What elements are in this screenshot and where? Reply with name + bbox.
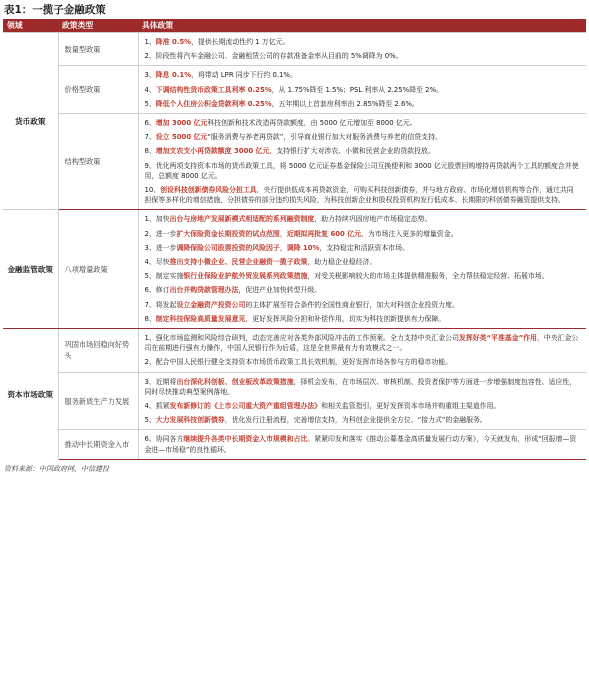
highlighted-text: 降准 0.5%: [155, 38, 192, 46]
table-row: [3, 430, 586, 459]
policy-item: [145, 161, 581, 181]
policy-item: [145, 333, 581, 353]
policy-text: 2、进一步: [144, 229, 177, 238]
highlighted-text: 推出支持小微企业、民营企业融资一揽子政策: [169, 258, 308, 267]
highlighted-text: 降息 0.1%: [155, 71, 192, 80]
policy-text: 科技创新和技术改造再贷款额度，由 5000 亿元增加至 8000 亿元。: [207, 119, 417, 128]
policy-item: [145, 132, 581, 142]
policy-text: 6、修订: [144, 286, 170, 295]
highlighted-text: 下调结构性货币政策工具利率 0.25%: [155, 85, 272, 94]
policy-item: [145, 357, 581, 367]
source-note: 资料来源：中国政府网，中信建投: [4, 464, 109, 473]
policy-type-cell: 推动中长期资金入市: [58, 430, 138, 459]
policy-item: [145, 257, 581, 267]
policy-item: [145, 85, 581, 95]
policy-text: 2、配合中国人民银行健全支持资本市场货币政策工具长效机制，更好发挥市场各参与方的稳市功能。: [144, 358, 453, 367]
header-domain: 领域: [3, 19, 58, 33]
policy-table: [3, 19, 586, 460]
policy-text: ，促进产业加快转型升级。: [238, 286, 322, 295]
policy-item: [145, 99, 581, 109]
policy-text: 5、: [144, 99, 156, 108]
policy-type-cell: 八项增量政策: [58, 210, 138, 329]
policy-text: 8、: [144, 314, 156, 323]
policy-text: 和相关监管指引，更好发挥资本市场并购重组主渠道作用。: [321, 402, 501, 411]
highlighted-text: 扩大保险资金长期投资的试点范围: [176, 229, 280, 238]
policy-item: [145, 243, 581, 253]
policy-text: 8、: [144, 147, 156, 156]
policy-item: [145, 214, 581, 224]
policy-items-cell: [138, 114, 586, 210]
policy-text: 9、优化两项支持资本市场的货币政策工具，将 5000 亿元证券基金保险公司互换便利和 3000 亿元股票回购增持再贷款两个工具的额度合并使用，总额度 8000 亿元。: [144, 161, 579, 180]
highlighted-text: 出台并购贷款管理办法: [169, 286, 239, 295]
policy-text: ，央行提供低成本再贷款资金，可购买科技创新债券，并与地方政府、市场化增信机构等合作，通过共同担保等多样化的增信措施，分担债券的部分违约损失风险，为科技创新企业和股权投资机构发行低成本、长期限的科创债券融资提供支持。: [144, 186, 574, 205]
policy-type-cell: 数量型政策: [58, 33, 138, 66]
policy-text: ，: [279, 229, 287, 238]
policy-text: ，支持稳定和活跃资本市场。: [319, 243, 409, 252]
policy-item: [145, 434, 581, 454]
policy-item: [145, 285, 581, 295]
policy-text: ，五年期以上首套房利率由 2.85%降至 2.6%。: [271, 99, 419, 108]
policy-text: ，更好发挥风险分担和补偿作用，切实为科技创新提供有力保障。: [245, 314, 446, 323]
policy-type-cell: 价格型政策: [58, 66, 138, 114]
policy-item: [145, 271, 581, 281]
policy-item: [145, 314, 581, 324]
highlighted-text: 设立金融资产投资公司: [176, 300, 246, 309]
policy-item: [145, 377, 581, 397]
policy-text: 1、强化市场监测和风险综合研判，动态完善应对各类外部风险冲击的工作预案。全力支持中央汇金公司: [144, 334, 459, 343]
policy-text: 4、尽快: [144, 258, 170, 267]
domain-cell: 金融监管政策: [3, 210, 58, 329]
highlighted-text: 近期拟再批复 600 亿元: [286, 229, 362, 238]
highlighted-text: 发布新修订的《上市公司重大资产重组管理办法》: [169, 402, 322, 411]
domain-cell: 资本市场政策: [3, 329, 58, 460]
highlighted-text: 增加支农支小再贷款额度 3000 亿元: [155, 147, 270, 156]
policy-items-cell: [138, 210, 586, 329]
policy-text: ，支持银行扩大对涉农、小微和民营企业的贷款投放。: [269, 147, 435, 156]
table-row: [3, 210, 586, 329]
highlighted-text: 继续提升各类中长期资金入市规模和占比: [183, 435, 308, 444]
policy-item: [145, 229, 581, 239]
policy-items-cell: [138, 372, 586, 430]
highlighted-text: 出台与房地产发展新模式相适配的系列融资制度: [169, 215, 315, 224]
policy-text: 6、协同各方: [144, 435, 184, 444]
highlighted-text: 银行业保险业护航外贸发展系列政策措施: [183, 272, 308, 281]
policy-text: ，优化发行注册流程，完善增信支持，为科创企业提供全方位、“接力式”的金融服务。: [224, 416, 487, 425]
table-title: 表1：一揽子金融政策: [4, 4, 106, 16]
policy-item: [145, 185, 581, 205]
highlighted-text: 调降 10%: [286, 243, 320, 252]
policy-text: 的主体扩展至符合条件的全国性商业银行，加大对科创企业投资力度。: [245, 300, 459, 309]
policy-item: [145, 401, 581, 411]
table-row: [3, 329, 586, 373]
policy-item: [145, 415, 581, 425]
table-body: [3, 33, 586, 460]
policy-text: 6、: [144, 119, 156, 128]
policy-text: 3、进一步: [144, 243, 177, 252]
policy-type-cell: 巩固市场回稳向好势头: [58, 329, 138, 373]
policy-item: [145, 37, 581, 47]
policy-text: 5、制定实施: [144, 272, 184, 281]
policy-text: 4、抓紧: [144, 402, 170, 411]
policy-items-cell: [138, 329, 586, 373]
policy-text: 1、加快: [144, 215, 170, 224]
policy-text: 7、: [144, 133, 156, 142]
policy-text: ，提供长期流动性约 1 万亿元。: [191, 38, 290, 46]
policy-item: [145, 70, 581, 80]
highlighted-text: 设立 5000 亿元: [155, 133, 208, 142]
highlighted-text: 制定科技保险高质量发展意见: [155, 314, 246, 323]
policy-item: [145, 146, 581, 156]
policy-text: ，从 1.75%降至 1.5%；PSL 利率从 2.25%降至 2%。: [271, 85, 444, 94]
highlighted-text: 降低个人住房公积金贷款利率 0.25%: [155, 99, 272, 108]
policy-item: [145, 300, 581, 310]
header-detail: 具体政策: [138, 19, 586, 33]
highlighted-text: 调降保险公司股票投资的风险因子: [176, 243, 280, 252]
policy-text: ，助力稳企业稳经济。: [307, 258, 377, 267]
policy-text: 2、阶段性将汽车金融公司、金融租赁公司的存款准备金率从目前的 5%调降为 0%。: [144, 52, 403, 61]
policy-item: [145, 118, 581, 128]
policy-text: 。紧紧印发和落实《推动公募基金高质量发展行动方案》，今天就发布，形成“回报增—资金进—市场稳”的良性循环。: [144, 435, 577, 454]
table-row: [3, 372, 586, 430]
policy-type-cell: 服务新质生产力发展: [58, 372, 138, 430]
policy-text: 7、将发起: [144, 300, 177, 309]
policy-text: 1、: [144, 38, 156, 46]
policy-text: ，: [279, 243, 287, 252]
policy-text: ，对受关税影响较大的市场主体提供精准服务，全力帮扶稳定经营、拓展市场。: [307, 272, 549, 281]
policy-items-cell: [138, 33, 586, 66]
highlighted-text: 发挥好类“平准基金”作用: [458, 334, 537, 343]
policy-text: 10、: [144, 186, 161, 195]
header-type: 政策类型: [58, 19, 138, 33]
domain-cell: 货币政策: [3, 33, 58, 210]
table-row: [3, 114, 586, 210]
policy-text: 5、: [144, 416, 156, 425]
highlighted-text: 大力发展科技创新债券: [155, 416, 225, 425]
highlighted-text: 创设科技创新债券风险分担工具: [160, 186, 257, 195]
policy-text: 3、: [144, 71, 156, 80]
highlighted-text: 增加 3000 亿元: [155, 119, 208, 128]
policy-text: “服务消费与养老再贷款”，引导商业银行加大对服务消费与养老的信贷支持。: [207, 133, 442, 142]
policy-item: [145, 51, 581, 61]
policy-text: 4、: [144, 85, 156, 94]
policy-text: ，助力持续巩固房地产市场稳定态势。: [314, 215, 432, 224]
policy-text: ，中央汇金公司在前期进行强有力操作，中国人民银行作为后盾，这是全世界最有力有效模式之一。: [144, 334, 579, 353]
policy-items-cell: [138, 430, 586, 459]
table-row: [3, 66, 586, 114]
table-header-row: [3, 19, 586, 33]
policy-type-cell: 结构型政策: [58, 114, 138, 210]
policy-text: ，将带动 LPR 同步下行约 0.1%。: [191, 71, 297, 80]
policy-text: ，为市场注入更多的增量资金。: [361, 229, 458, 238]
highlighted-text: 出台深化科创板、创业板改革政策措施: [176, 377, 294, 386]
policy-text: ，择机会发布，在市场层次、审核机制、投资者保护等方面进一步增强制度包容性、适应性，同时尽快推动典型案例落地。: [144, 377, 577, 396]
policy-text: 3、近期将: [144, 377, 177, 386]
table-row: [3, 33, 586, 66]
policy-items-cell: [138, 66, 586, 114]
